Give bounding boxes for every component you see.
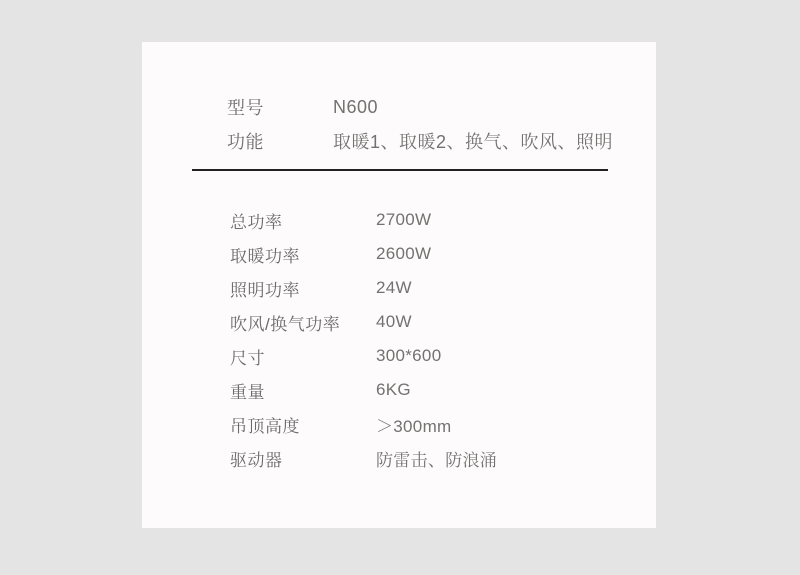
spec-label: 取暖功率	[230, 246, 300, 266]
spec-value: 防雷击、防浪涌	[376, 450, 498, 470]
model-function-section	[142, 90, 656, 158]
spec-row-ceiling-height	[142, 407, 656, 441]
spec-row-lighting-power	[142, 271, 656, 305]
section-divider	[192, 169, 608, 171]
spec-value: ＞300mm	[376, 416, 452, 436]
spec-row-size	[142, 339, 656, 373]
spec-row-heating-power	[142, 237, 656, 271]
product-spec-card	[142, 42, 656, 528]
spec-label: 吹风/换气功率	[230, 314, 341, 334]
spec-label: 驱动器	[230, 450, 283, 470]
spec-row-total-power	[142, 203, 656, 237]
spec-value: 40W	[376, 312, 412, 331]
spec-label: 照明功率	[230, 280, 300, 300]
spec-value: 6KG	[376, 380, 411, 399]
spec-row-model	[142, 90, 656, 124]
spec-value: N600	[333, 96, 379, 117]
spec-value: 24W	[376, 278, 412, 297]
spec-row-driver	[142, 441, 656, 475]
spec-value: 300*600	[376, 346, 442, 365]
spec-label: 重量	[230, 382, 265, 402]
spec-row-weight	[142, 373, 656, 407]
spec-label: 尺寸	[230, 348, 265, 368]
spec-value: 2700W	[376, 210, 432, 229]
spec-value: 2600W	[376, 244, 432, 263]
spec-label: 总功率	[230, 212, 283, 232]
spec-row-function	[142, 124, 656, 158]
spec-label: 型号	[227, 98, 264, 118]
spec-value: 取暖1、取暖2、换气、吹风、照明	[333, 132, 614, 152]
spec-label: 吊顶高度	[230, 416, 300, 436]
spec-label: 功能	[227, 132, 264, 152]
spec-row-fan-vent-power	[142, 305, 656, 339]
spec-table	[142, 203, 656, 475]
